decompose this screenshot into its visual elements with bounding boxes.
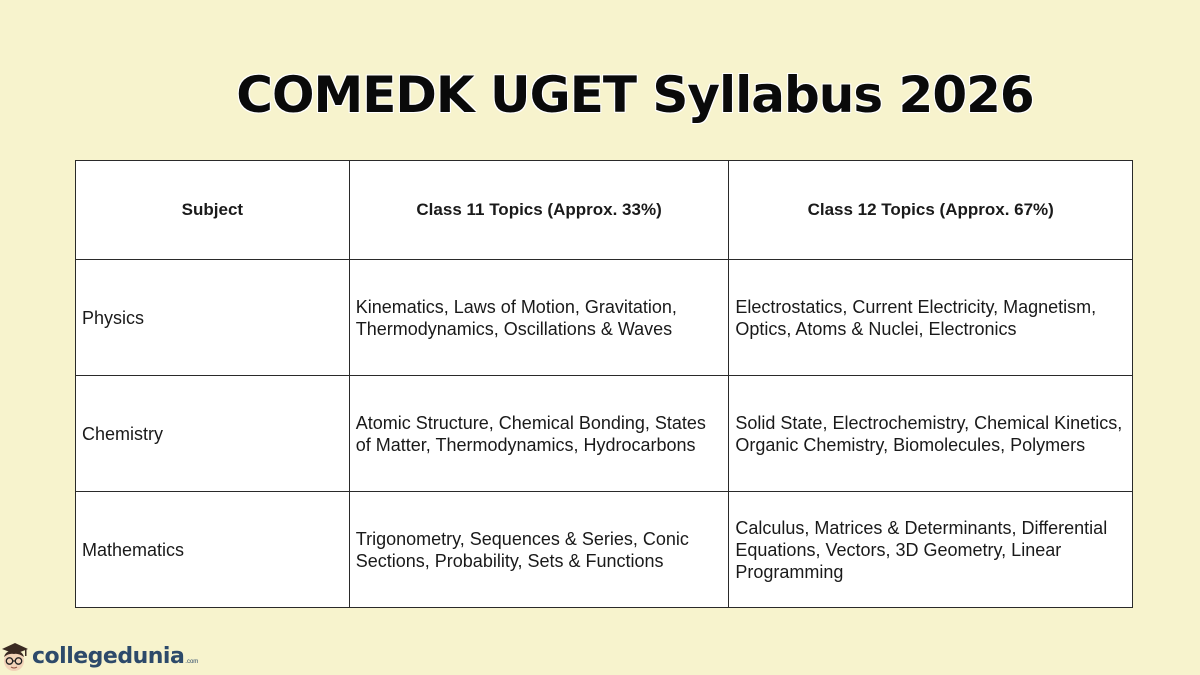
graduate-mascot-icon (0, 640, 30, 674)
header-class12: Class 12 Topics (Approx. 67%) (729, 161, 1133, 260)
cell-class11: Kinematics, Laws of Motion, Gravitation, Thermodynamics, Oscillations & Waves (349, 260, 729, 376)
syllabus-table (75, 160, 1133, 608)
brand-tld: .com (185, 659, 199, 665)
page-title: COMEDK UGET Syllabus 2026 (236, 66, 1034, 124)
brand-name: collegedunia (32, 644, 185, 669)
table-row (76, 492, 1133, 608)
cell-class11: Atomic Structure, Chemical Bonding, States of Matter, Thermodynamics, Hydrocarbons (349, 376, 729, 492)
header-class11: Class 11 Topics (Approx. 33%) (349, 161, 729, 260)
cell-class12: Solid State, Electrochemistry, Chemical Kinetics, Organic Chemistry, Biomolecules, Polymers (729, 376, 1133, 492)
cell-class12: Electrostatics, Current Electricity, Magnetism, Optics, Atoms & Nuclei, Electronics (729, 260, 1133, 376)
brand-logo (0, 638, 198, 675)
cell-class11: Trigonometry, Sequences & Series, Conic Sections, Probability, Sets & Functions (349, 492, 729, 608)
table-header-row (76, 161, 1133, 260)
header-subject: Subject (76, 161, 350, 260)
cell-class12: Calculus, Matrices & Determinants, Differential Equations, Vectors, 3D Geometry, Linear Programming (729, 492, 1133, 608)
cell-subject: Physics (76, 260, 350, 376)
table-row (76, 376, 1133, 492)
cell-subject: Chemistry (76, 376, 350, 492)
table-row (76, 260, 1133, 376)
cell-subject: Mathematics (76, 492, 350, 608)
